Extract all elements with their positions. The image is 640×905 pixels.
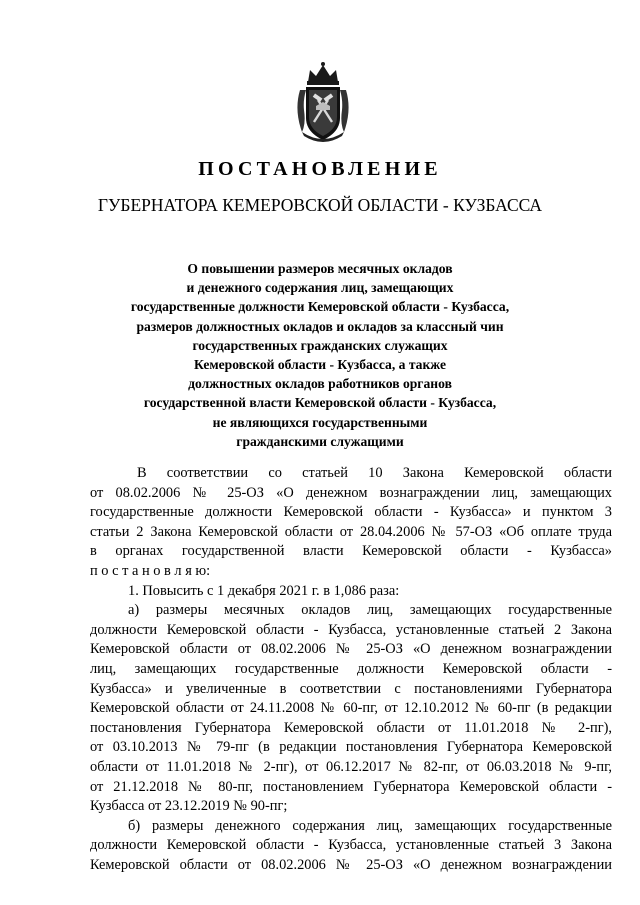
body-line: от 08.02.2006 № 25-ОЗ «О денежном вознаграждении лиц, замещающих: [90, 484, 612, 501]
body-line: области от 11.01.2018 № 2-пг), от 06.12.2017 № 82-пг, от 06.03.2018 № 9-пг,: [90, 758, 612, 775]
title-line: размеров должностных окладов и окладов за классный чин: [136, 318, 504, 334]
body-line: п о с т а н о в л я ю:: [90, 562, 211, 579]
body-line: в органах государственной власти Кемеровской области - Кузбасса»: [90, 543, 612, 560]
body-line: статьи 2 Закона Кемеровской области от 28.04.2006 № 57-ОЗ «Об оплате труда: [90, 523, 612, 540]
body-line: а) размеры месячных окладов лиц, замещающих государственные: [128, 602, 612, 619]
body-line: Кузбасса» и увеличенные в соответствии с постановлениями Губернатора: [90, 680, 612, 697]
body-line: Кемеровской области от 08.02.2006 № 25-ОЗ «О денежном вознаграждении: [90, 856, 612, 873]
document-body: [90, 464, 612, 875]
title-line: государственных гражданских служащих: [192, 337, 448, 353]
title-line: государственной власти Кемеровской области - Кузбасса,: [143, 395, 497, 411]
document-title: [110, 259, 530, 451]
title-line: О повышении размеров месячных окладов: [187, 261, 453, 276]
body-line: 1. Повысить с 1 декабря 2021 г. в 1,086 раза:: [128, 582, 400, 599]
title-line: государственные должности Кемеровской области - Кузбасса,: [130, 299, 510, 315]
kemerovo-coat-of-arms-icon: [292, 60, 354, 144]
title-line: должностных окладов работников органов: [188, 376, 452, 392]
document-type-heading: ПОСТАНОВЛЕНИЕ: [198, 158, 442, 180]
title-line: и денежного содержания лиц, замещающих: [186, 280, 454, 296]
body-line: В соответствии со статьей 10 Закона Кемеровской области: [137, 465, 612, 481]
body-line: постановления Губернатора Кемеровской области от 11.01.2018 № 2-пг),: [90, 719, 612, 736]
body-line: б) размеры денежного содержания лиц, замещающих государственные: [128, 817, 612, 834]
body-line: Кемеровской области от 08.02.2006 № 25-ОЗ «О денежном вознаграждении: [90, 641, 612, 658]
body-line: от 03.10.2013 № 79-пг (в редакции постановления Губернатора Кемеровской: [90, 739, 612, 756]
body-line: от 21.12.2018 № 80-пг, постановлением Губернатора Кемеровской области -: [90, 778, 612, 795]
body-line: Кузбасса от 23.12.2019 № 90-пг;: [90, 798, 288, 815]
title-line: гражданскими служащими: [236, 433, 404, 449]
body-line: Кемеровской области от 24.11.2008 № 60-пг, от 12.10.2012 № 60-пг (в редакции: [90, 700, 612, 717]
body-line: должности Кемеровской области - Кузбасса, установленные статьей 3 Закона: [90, 837, 612, 854]
body-line: должности Кемеровской области - Кузбасса, установленные статьей 2 Закона: [90, 621, 612, 638]
body-line: лиц, замещающих государственные должности Кемеровской области -: [90, 660, 612, 677]
body-line: государственные должности Кемеровской области - Кузбасса» и пунктом 3: [90, 504, 612, 521]
issuing-authority: ГУБЕРНАТОРА КЕМЕРОВСКОЙ ОБЛАСТИ - КУЗБАССА: [97, 195, 543, 215]
title-line: не являющихся государственными: [212, 414, 428, 430]
title-line: Кемеровской области - Кузбасса, а также: [193, 357, 447, 373]
